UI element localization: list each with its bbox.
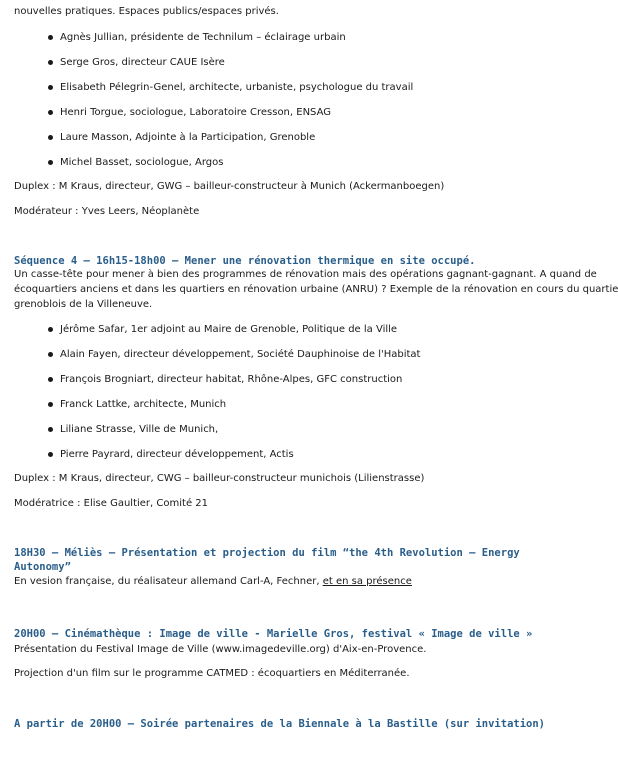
sequence-4-line-1: Un casse-tête pour mener à bien des programmes de rénovation mais des opérations gagnant-gagnant. A quand de [14, 269, 597, 280]
speaker-item: Elisabeth Pélegrin-Genel, architecte, urbaniste, psychologue du travail [14, 81, 413, 106]
speaker-item: Henri Torgue, sociologue, Laboratoire Cresson, ENSAG [14, 106, 413, 131]
cinematheque-heading: 20H00 – Cinémathèque : Image de ville - Marielle Gros, festival « Image de ville » [14, 628, 533, 640]
speaker-item: Pierre Payrard, directeur développement, Actis [14, 448, 420, 473]
speaker-item: Liliane Strasse, Ville de Munich, [14, 423, 420, 448]
bastille-heading: A partir de 20H00 – Soirée partenaires de la Biennale à la Bastille (sur invitation) [14, 718, 546, 730]
cinematheque-text-1: Présentation du Festival Image de Ville (www.imagedeville.org) d'Aix-en-Provence. [14, 644, 427, 655]
sequence-4-heading: Séquence 4 – 16h15-18h00 – Mener une rénovation thermique en site occupé. [14, 255, 476, 267]
sequence-4-line-2: écoquartiers anciens et dans les quartiers en rénovation urbaine (ANRU) ? Exemple de la rénovation en cours du quartie [14, 284, 618, 295]
speaker-item: Agnès Jullian, présidente de Technilum – éclairage urbain [14, 31, 413, 56]
melies-text [14, 575, 412, 589]
speaker-item: Laure Masson, Adjointe à la Participation, Grenoble [14, 131, 413, 156]
sequence-4-line-3: grenoblois de la Villeneuve. [14, 299, 153, 310]
melies-heading-line-1: 18H30 – Méliès – Présentation et projection du film “the 4th Revolution – Energy [14, 547, 520, 559]
melies-heading-line-2: Autonomy” [14, 561, 71, 573]
intro-tail-text: nouvelles pratiques. Espaces publics/espaces privés. [14, 6, 279, 17]
speaker-item: Franck Lattke, architecte, Munich [14, 398, 420, 423]
speaker-item: Alain Fayen, directeur développement, Société Dauphinoise de l'Habitat [14, 348, 420, 373]
duplex-text-2: Duplex : M Kraus, directeur, CWG – bailleur-constructeur munichois (Lilienstrasse) [14, 473, 425, 484]
moderator-text-1: Modérateur : Yves Leers, Néoplanète [14, 206, 200, 217]
speaker-list-1 [14, 31, 413, 181]
cinematheque-text-2: Projection d'un film sur le programme CATMED : écoquartiers en Méditerranée. [14, 668, 410, 679]
speaker-item: Serge Gros, directeur CAUE Isère [14, 56, 413, 81]
melies-text-underlined: et en sa présence [322, 576, 412, 587]
speaker-item: Michel Basset, sociologue, Argos [14, 156, 413, 181]
duplex-text-1: Duplex : M Kraus, directeur, GWG – bailleur-constructeur à Munich (Ackermanboegen) [14, 181, 445, 192]
speaker-item: François Brogniart, directeur habitat, Rhône-Alpes, GFC construction [14, 373, 420, 398]
melies-text-plain: En vesion française, du réalisateur allemand Carl-A, Fechner, [14, 576, 323, 587]
melies-heading [14, 546, 520, 574]
speaker-list-2 [14, 323, 420, 473]
sequence-4-description [14, 267, 618, 312]
speaker-item: Jérôme Safar, 1er adjoint au Maire de Grenoble, Politique de la Ville [14, 323, 420, 348]
moderator-text-2: Modératrice : Elise Gaultier, Comité 21 [14, 498, 208, 509]
